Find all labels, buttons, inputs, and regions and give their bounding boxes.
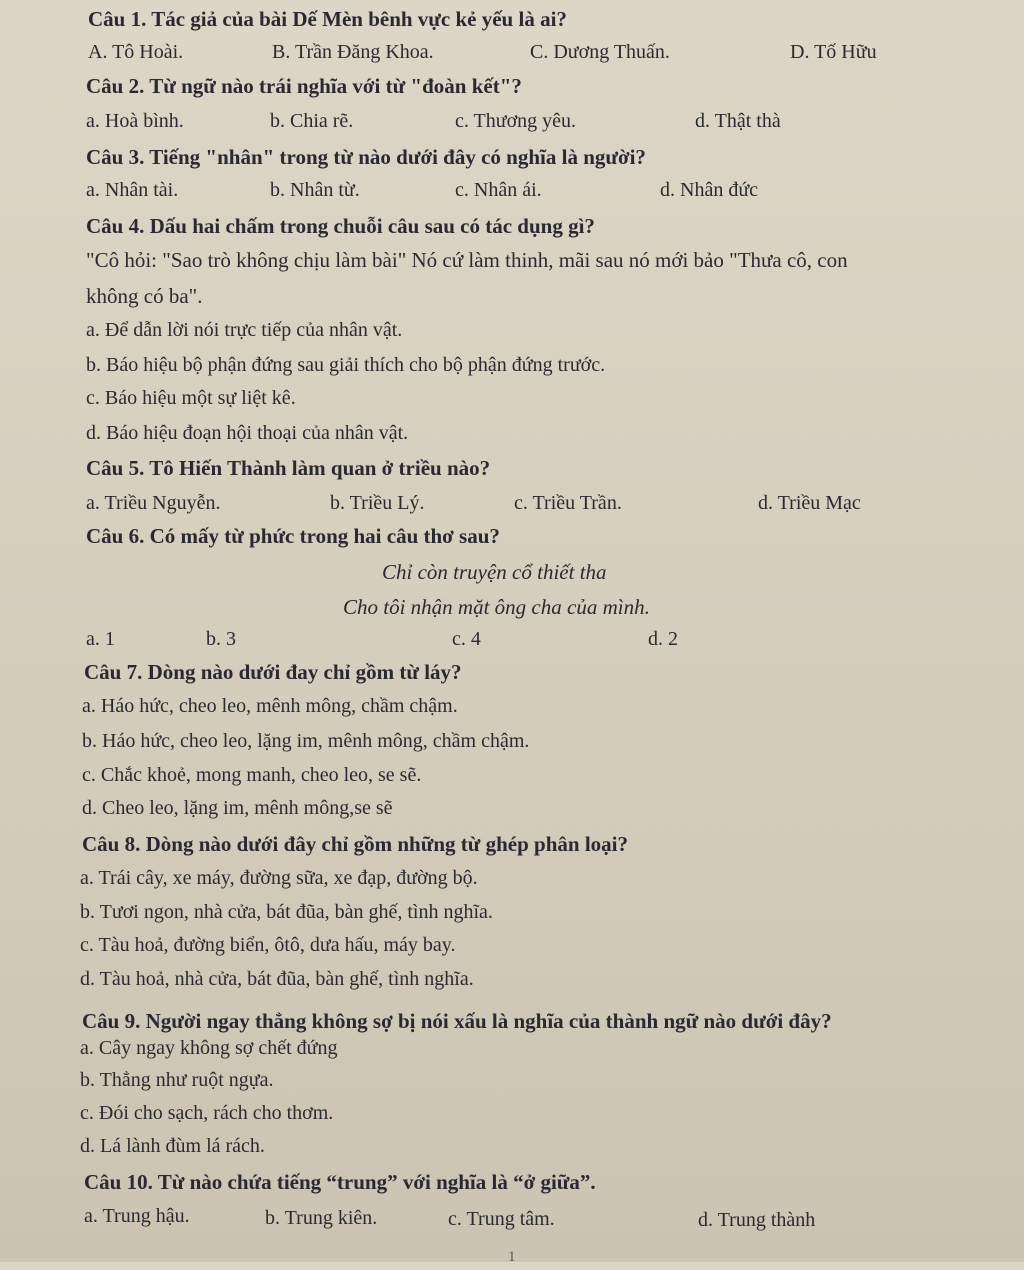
q10-option-b: b. Trung kiên. <box>265 1207 378 1229</box>
q4-passage-line-2: không có ba". <box>86 284 203 308</box>
q3-option-c: c. Nhân ái. <box>455 179 542 201</box>
q2-option-c: c. Thương yêu. <box>455 110 577 132</box>
q6-option-c: c. 4 <box>452 628 481 650</box>
q5-option-b: b. Triều Lý. <box>330 492 425 514</box>
q6-poem-line-1: Chỉ còn truyện cổ thiết tha <box>382 560 607 584</box>
q7-option-c: c. Chắc khoẻ, mong manh, cheo leo, se sẽ. <box>82 764 422 786</box>
question-7: Câu 7. Dòng nào dưới đay chỉ gồm từ láy? <box>84 660 462 684</box>
q1-option-a: A. Tô Hoài. <box>88 41 184 63</box>
q3-option-d: d. Nhân đức <box>660 179 759 201</box>
q5-option-a: a. Triều Nguyễn. <box>86 492 221 514</box>
q4-passage-line-1: "Cô hỏi: "Sao trò không chịu làm bài" Nó cứ làm thinh, mãi sau nó mới bảo "Thưa cô, con <box>86 248 848 272</box>
q5-option-c: c. Triều Trần. <box>514 492 622 514</box>
q7-option-a: a. Háo hức, cheo leo, mênh mông, chầm chậm. <box>82 695 458 717</box>
q4-option-b: b. Báo hiệu bộ phận đứng sau giải thích cho bộ phận đứng trước. <box>86 354 606 376</box>
q4-option-a: a. Để dẫn lời nói trực tiếp của nhân vật. <box>86 319 403 341</box>
question-2: Câu 2. Từ ngữ nào trái nghĩa với từ "đoàn kết"? <box>86 74 522 98</box>
q7-option-b: b. Háo hức, cheo leo, lặng im, mênh mông, chầm chậm. <box>82 730 530 752</box>
q3-option-a: a. Nhân tài. <box>86 179 179 201</box>
q5-option-d: d. Triều Mạc <box>758 492 861 514</box>
q2-option-b: b. Chia rẽ. <box>270 110 354 132</box>
q3-option-b: b. Nhân từ. <box>270 179 360 201</box>
page-number: 1 <box>508 1249 516 1265</box>
q4-option-d: d. Báo hiệu đoạn hội thoại của nhân vật. <box>86 422 409 444</box>
q10-option-d: d. Trung thành <box>698 1209 816 1231</box>
q10-option-a: a. Trung hậu. <box>84 1205 190 1227</box>
q8-option-b: b. Tươi ngon, nhà cửa, bát đũa, bàn ghế, tình nghĩa. <box>80 901 493 923</box>
question-3: Câu 3. Tiếng "nhân" trong từ nào dưới đây có nghĩa là người? <box>86 145 646 169</box>
q1-option-d: D. Tố Hữu <box>790 41 877 63</box>
question-1: Câu 1. Tác giả của bài Dế Mèn bênh vực kẻ yếu là ai? <box>88 7 567 31</box>
q6-option-a: a. 1 <box>86 628 115 650</box>
q1-option-b: B. Trần Đăng Khoa. <box>272 41 434 63</box>
question-4: Câu 4. Dấu hai chấm trong chuỗi câu sau có tác dụng gì? <box>86 214 595 238</box>
q9-option-d: d. Lá lành đùm lá rách. <box>80 1135 265 1157</box>
q7-option-d: d. Cheo leo, lặng im, mênh mông,se sẽ <box>82 797 393 819</box>
q1-option-c: C. Dương Thuấn. <box>530 41 670 63</box>
q8-option-c: c. Tàu hoả, đường biển, ôtô, dưa hấu, máy bay. <box>80 934 456 956</box>
q2-option-a: a. Hoà bình. <box>86 110 184 132</box>
question-9: Câu 9. Người ngay thẳng không sợ bị nói xấu là nghĩa của thành ngữ nào dưới đây? <box>82 1009 832 1033</box>
q9-option-a: a. Cây ngay không sợ chết đứng <box>80 1037 338 1059</box>
question-5: Câu 5. Tô Hiến Thành làm quan ở triều nào? <box>86 456 491 480</box>
q8-option-d: d. Tàu hoả, nhà cửa, bát đũa, bàn ghế, tình nghĩa. <box>80 968 474 990</box>
q9-option-c: c. Đói cho sạch, rách cho thơm. <box>80 1102 334 1124</box>
q2-option-d: d. Thật thà <box>695 110 781 132</box>
q10-option-c: c. Trung tâm. <box>448 1208 555 1230</box>
q8-option-a: a. Trái cây, xe máy, đường sữa, xe đạp, đường bộ. <box>80 867 478 889</box>
q6-poem-line-2: Cho tôi nhận mặt ông cha của mình. <box>343 595 650 619</box>
question-10: Câu 10. Từ nào chứa tiếng “trung” với nghĩa là “ở giữa”. <box>84 1170 596 1194</box>
question-8: Câu 8. Dòng nào dưới đây chỉ gồm những từ ghép phân loại? <box>82 832 628 856</box>
q6-option-b: b. 3 <box>206 628 236 650</box>
q4-option-c: c. Báo hiệu một sự liệt kê. <box>86 387 296 409</box>
question-6: Câu 6. Có mấy từ phức trong hai câu thơ sau? <box>86 524 500 548</box>
q9-option-b: b. Thẳng như ruột ngựa. <box>80 1069 274 1091</box>
q6-option-d: d. 2 <box>648 628 678 650</box>
